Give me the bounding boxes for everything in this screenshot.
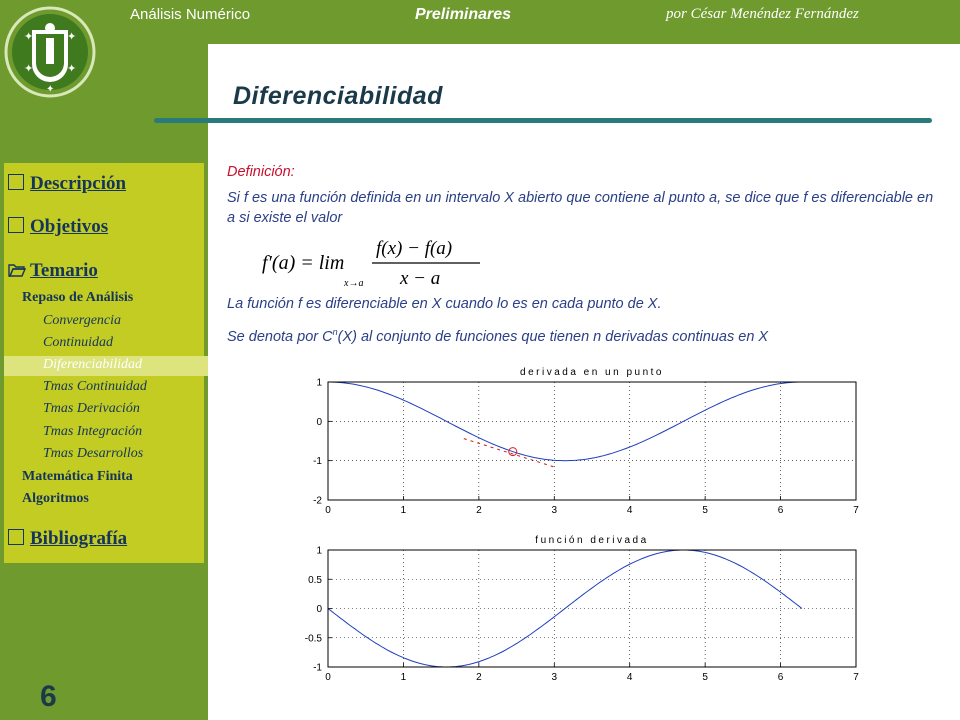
derivative-formula xyxy=(258,234,488,290)
svg-text:✦: ✦ xyxy=(67,62,77,75)
university-seal-icon xyxy=(2,0,98,110)
page-icon xyxy=(8,174,24,190)
cn-text-pre: Se denota por C xyxy=(227,328,333,345)
menu-item-objetivos[interactable] xyxy=(8,216,108,238)
x-tick-label: 2 xyxy=(476,505,482,516)
menu-group-algoritmos[interactable]: Algoritmos xyxy=(22,491,89,506)
x-tick-label: 6 xyxy=(777,505,784,516)
menu-subitem-continuidad[interactable]: Continuidad xyxy=(43,335,114,350)
x-tick-label: 6 xyxy=(777,672,784,683)
course-name: Análisis Numérico xyxy=(130,6,251,23)
y-tick-label: -1 xyxy=(313,456,322,468)
menu-item-bibliografia[interactable] xyxy=(8,528,127,550)
x-tick-label: 1 xyxy=(400,505,407,516)
x-tick-label: 0 xyxy=(325,505,331,516)
cn-notation-text xyxy=(227,322,947,347)
menu-subitem-label: Diferenciabilidad xyxy=(43,357,143,372)
menu-subitem-tmas-continuidad[interactable]: Tmas Continuidad xyxy=(43,379,147,394)
y-tick-label: 0.5 xyxy=(308,574,322,586)
y-tick-label: -2 xyxy=(313,495,322,507)
menu-subitem-tmas-desarrollos[interactable]: Tmas Desarrollos xyxy=(43,446,144,461)
slide-title: Diferenciabilidad xyxy=(233,82,443,110)
definition-text: Si f es una función definida en un intervalo X abierto que contiene al punto a, se dice que f es diferenciable en a si existe el valor xyxy=(227,190,934,226)
chart-title: derivada en un punto xyxy=(520,367,664,378)
svg-text:✦: ✦ xyxy=(67,30,77,43)
formula-limit-sub: x→a xyxy=(344,278,364,289)
menu-item-label: Temario xyxy=(30,260,98,281)
series-line xyxy=(328,550,802,667)
svg-text:✦: ✦ xyxy=(46,84,55,95)
menu-group-matematica-finita[interactable]: Matemática Finita xyxy=(22,469,133,484)
cn-text-post: (X) al conjunto de funciones que tienen n derivadas continuas en X xyxy=(337,328,769,345)
menu-item-label: Objetivos xyxy=(30,216,109,237)
definition-block xyxy=(227,162,937,228)
menu-item-label: Descripción xyxy=(30,173,127,194)
menu-subitem-diferenciabilidad-active[interactable] xyxy=(4,356,208,376)
x-tick-label: 5 xyxy=(702,505,708,516)
y-tick-label: -0.5 xyxy=(304,633,322,645)
cn-superscript: n xyxy=(332,327,338,337)
y-tick-label: 0 xyxy=(316,604,322,615)
menu-item-temario[interactable] xyxy=(8,260,98,282)
title-rule xyxy=(154,118,932,123)
y-tick-label: 0 xyxy=(316,416,322,428)
x-tick-label: 0 xyxy=(325,672,331,683)
svg-text:✦: ✦ xyxy=(24,30,34,43)
menu-item-descripcion[interactable] xyxy=(8,173,126,195)
formula-numerator: f(x) − f(a) xyxy=(376,238,453,259)
x-tick-label: 2 xyxy=(476,672,482,683)
menu-subitem-tmas-integracion[interactable]: Tmas Integración xyxy=(43,424,143,439)
page-icon xyxy=(8,217,24,233)
formula-lhs: f′(a) = lim xyxy=(262,252,345,274)
x-tick-label: 1 xyxy=(400,672,407,683)
y-tick-label: 1 xyxy=(316,545,322,557)
svg-text:✦: ✦ xyxy=(24,62,34,75)
y-tick-label: 1 xyxy=(316,377,322,389)
menu-subitem-tmas-derivacion[interactable]: Tmas Derivación xyxy=(43,401,140,416)
x-tick-label: 7 xyxy=(853,672,859,683)
x-tick-label: 4 xyxy=(626,672,633,683)
x-tick-label: 3 xyxy=(551,505,558,516)
menu-group-repaso[interactable]: Repaso de Análisis xyxy=(22,290,134,305)
section-name: Preliminares xyxy=(415,6,512,23)
x-tick-label: 3 xyxy=(551,672,558,683)
navigation-menu xyxy=(4,163,204,563)
author-name: por César Menéndez Fernández xyxy=(666,6,859,22)
axes-box xyxy=(328,382,856,500)
x-tick-label: 7 xyxy=(853,505,859,516)
definition-label: Definición: xyxy=(227,164,295,180)
x-tick-label: 5 xyxy=(702,672,708,683)
chart-title: función derivada xyxy=(535,535,649,546)
slide-number: 6 xyxy=(40,680,57,713)
derivative-plots xyxy=(290,360,870,712)
y-tick-label: -1 xyxy=(313,662,322,674)
menu-subitem-convergencia[interactable]: Convergencia xyxy=(43,313,122,328)
x-tick-label: 4 xyxy=(626,505,633,516)
menu-item-label: Bibliografía xyxy=(30,528,128,549)
page-icon xyxy=(8,529,24,545)
differentiable-set-text: La función f es diferenciable en X cuando lo es en cada punto de X. xyxy=(227,296,662,312)
formula-denominator: x − a xyxy=(400,268,441,289)
open-folder-icon xyxy=(8,263,26,277)
